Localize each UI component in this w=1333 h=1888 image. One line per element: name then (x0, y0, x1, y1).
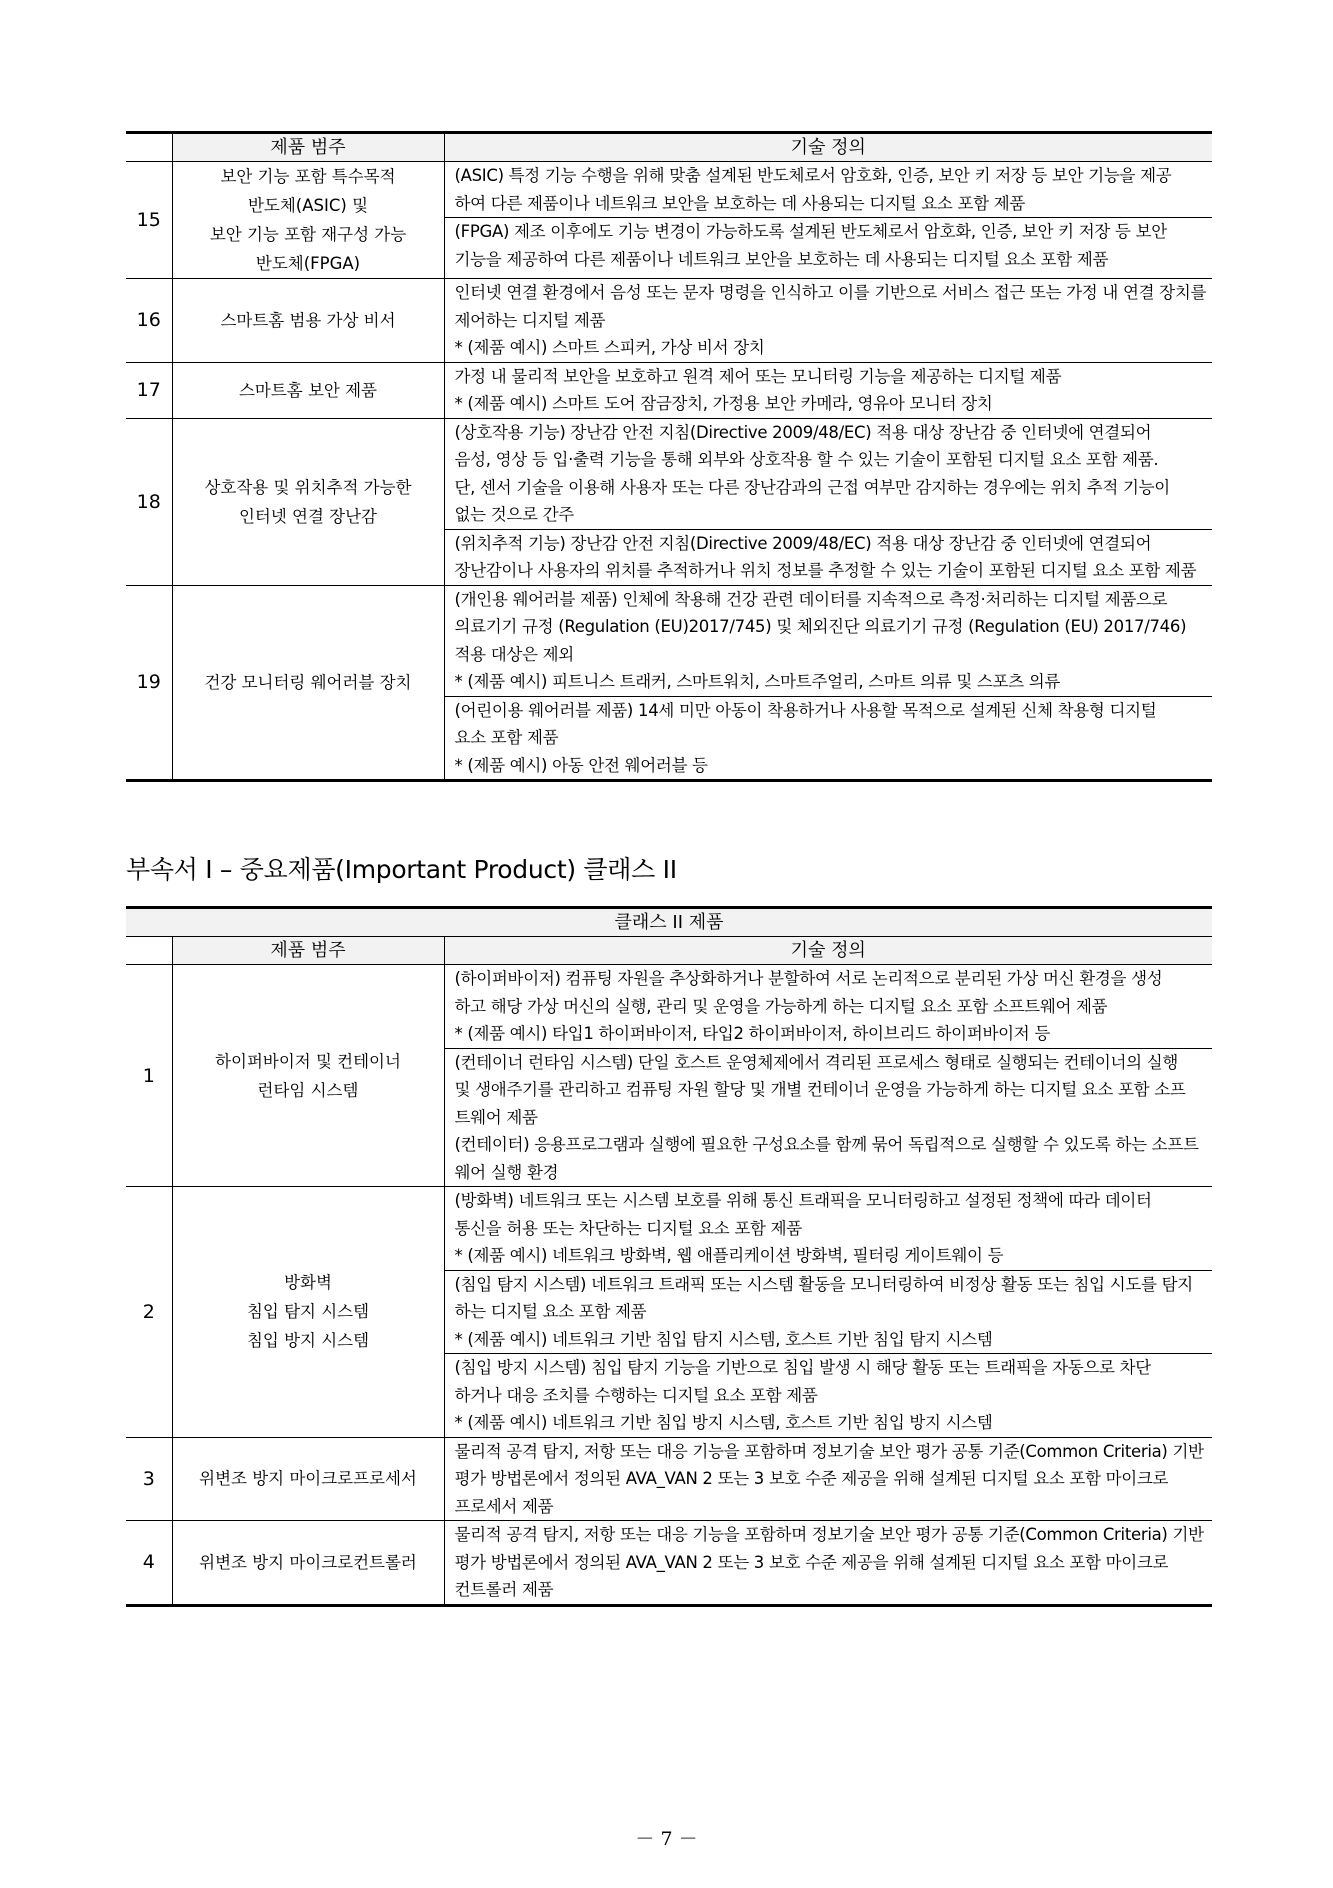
table-body (126, 965, 1212, 1606)
definition-line: 및 생애주기를 관리하고 컴퓨팅 자원 할당 및 개별 컨테이너 운영을 가능하게 하는 디지털 요소 포함 소프 (454, 1080, 1186, 1099)
class-header-row (126, 908, 1212, 937)
definition-block (445, 1521, 1213, 1604)
definition-line: * (제품 예시) 네트워크 기반 침입 탐지 시스템, 호스트 기반 침입 탐지 시스템 (454, 1329, 993, 1349)
definition-line: 제어하는 디지털 제품 (454, 310, 606, 330)
row-number: 19 (126, 585, 172, 781)
table-header-row (126, 937, 1212, 965)
definition-line: * (제품 예시) 타입1 하이퍼바이저, 타입2 하이퍼바이저, 하이브리드 하이퍼바이저 등 (454, 1024, 1050, 1043)
category-line: 보안 기능 포함 재구성 가능 (209, 225, 407, 244)
row-number: 18 (126, 418, 172, 585)
definition-block (445, 217, 1213, 273)
definition-line: 하거나 대응 조치를 수행하는 디지털 요소 포함 제품 (454, 1385, 818, 1405)
table-row (126, 279, 1212, 363)
products-table-class2 (126, 906, 1212, 1607)
definition-block (445, 162, 1213, 217)
definition-line: 단, 센서 기술을 이용해 사용자 또는 다른 장난감과의 근접 여부만 감지하는 경우에는 위치 추적 기능이 (454, 477, 1170, 497)
product-category (172, 965, 444, 1187)
category-line: 인터넷 연결 장난감 (238, 506, 377, 526)
product-category (172, 585, 444, 781)
definition-block (445, 586, 1213, 696)
row-number: 15 (126, 162, 172, 279)
definition-line: 물리적 공격 탐지, 저항 또는 대응 기능을 포함하며 정보기술 보안 평가 공통 기준(Common Criteria) 기반 (454, 1441, 1204, 1461)
definition-line: 평가 방법론에서 정의된 AVA_VAN 2 또는 3 보호 수준 제공을 위해 설계된 디지털 요소 포함 마이크로 (454, 1552, 1169, 1572)
category-line: 하이퍼바이저 및 컨테이너 (215, 1051, 401, 1071)
technical-definition (444, 1521, 1212, 1606)
definition-line: 통신을 허용 또는 차단하는 디지털 요소 포함 제품 (454, 1218, 802, 1238)
category-line: 런타임 시스템 (257, 1080, 359, 1100)
category-line: 건강 모니터링 웨어러블 장치 (204, 672, 412, 692)
product-category (172, 1437, 444, 1521)
category-line: 스마트홈 보안 제품 (238, 380, 377, 400)
table-row (126, 418, 1212, 585)
definition-line: * (제품 예시) 네트워크 방화벽, 웹 애플리케이션 방화벽, 필터링 게이트웨이 등 (454, 1246, 1004, 1265)
table-row (126, 1187, 1212, 1438)
product-category (172, 418, 444, 585)
category-line: 반도체(FPGA) (255, 254, 361, 273)
technical-definition (444, 362, 1212, 418)
definition-line: (방화벽) 네트워크 또는 시스템 보호를 위해 통신 트래픽을 모니터링하고 설정된 정책에 따라 데이터 (454, 1191, 1152, 1210)
definition-column-header: 기술 정의 (444, 937, 1212, 965)
definition-line: (FPGA) 제조 이후에도 기능 변경이 가능하도록 설계된 반도체로서 암호화, 인증, 보안 키 저장 등 보안 (454, 222, 1167, 241)
row-number: 2 (126, 1187, 172, 1438)
section-title: 부속서 I – 중요제품(Important Product) 클래스 II (126, 855, 677, 884)
technical-definition (444, 1437, 1212, 1521)
definition-block (445, 965, 1213, 1048)
row-number: 1 (126, 965, 172, 1187)
table-row (126, 1521, 1212, 1606)
technical-definition (444, 279, 1212, 363)
table-header-row (126, 133, 1212, 162)
row-number: 17 (126, 362, 172, 418)
number-column-header (126, 133, 172, 162)
definition-column-header: 기술 정의 (444, 133, 1212, 162)
product-category (172, 279, 444, 363)
definition-block (445, 1187, 1213, 1270)
table-row (126, 965, 1212, 1187)
definition-line: (침입 탐지 시스템) 네트워크 트래픽 또는 시스템 활동을 모니터링하여 비정상 활동 또는 침입 시도를 탐지 (454, 1274, 1193, 1294)
definition-line: 의료기기 규정 (Regulation (EU)2017/745) 및 체외진단 의료기기 규정 (Regulation (EU) 2017/746) (454, 617, 1187, 636)
table-row (126, 1437, 1212, 1521)
category-column-header: 제품 범주 (172, 937, 444, 965)
definition-line: 인터넷 연결 환경에서 음성 또는 문자 명령을 인식하고 이를 기반으로 서비스 접근 또는 가정 내 연결 장치를 (454, 283, 1207, 302)
definition-line: (컨테이터) 응용프로그램과 실행에 필요한 구성요소를 함께 묶어 독립적으로 실행할 수 있도록 하는 소프트 (454, 1135, 1199, 1154)
definition-line: 트웨어 제품 (454, 1107, 538, 1127)
definition-line: * (제품 예시) 피트니스 트래커, 스마트워치, 스마트주얼리, 스마트 의류 및 스포츠 의류 (454, 672, 1061, 691)
definition-block (445, 1353, 1213, 1437)
category-column-header: 제품 범주 (172, 133, 444, 162)
definition-line: 음성, 영상 등 입·출력 기능을 통해 외부와 상호작용 할 수 있는 기술이 포함된 디지털 요소 포함 제품. (454, 450, 1159, 469)
definition-line: (침입 방지 시스템) 침입 탐지 기능을 기반으로 침입 발생 시 해당 활동 또는 트래픽을 자동으로 차단 (454, 1358, 1151, 1377)
table-body (126, 162, 1212, 781)
category-line: 반도체(ASIC) 및 (247, 196, 369, 215)
definition-block (445, 1438, 1213, 1521)
definition-line: 하여 다른 제품이나 네트워크 보안을 보호하는 데 사용되는 디지털 요소 포함 제품 (454, 193, 1025, 213)
product-category (172, 162, 444, 279)
definition-line: 적용 대상은 제외 (454, 644, 574, 664)
definition-line: 기능을 제공하여 다른 제품이나 네트워크 보안을 보호하는 데 사용되는 디지털 요소 포함 제품 (454, 249, 1109, 269)
definition-line: 프로세서 제품 (454, 1496, 554, 1516)
category-line: 상호작용 및 위치추적 가능한 (204, 477, 412, 497)
category-line: 보안 기능 포함 특수목적 (220, 167, 396, 186)
definition-line: 평가 방법론에서 정의된 AVA_VAN 2 또는 3 보호 수준 제공을 위해 설계된 디지털 요소 포함 마이크로 (454, 1469, 1169, 1488)
definition-line: * (제품 예시) 스마트 도어 잠금장치, 가정용 보안 카메라, 영유아 모니터 장치 (454, 394, 993, 413)
definition-line: (하이퍼바이저) 컴퓨팅 자원을 추상화하거나 분할하여 서로 논리적으로 분리된 가상 머신 환경을 생성 (454, 969, 1163, 988)
definition-block (445, 696, 1213, 780)
technical-definition (444, 162, 1212, 279)
definition-line: * (제품 예시) 스마트 스피커, 가상 비서 장치 (454, 338, 765, 357)
category-line: 스마트홈 범용 가상 비서 (220, 310, 396, 330)
definition-block (445, 1270, 1213, 1354)
definition-block (445, 279, 1213, 362)
definition-line: (ASIC) 특정 기능 수행을 위해 맞춤 설계된 반도체로서 암호화, 인증, 보안 키 저장 등 보안 기능을 제공 (454, 166, 1172, 185)
category-line: 침입 방지 시스템 (246, 1331, 370, 1351)
category-line: 위변조 방지 마이크로프로세서 (199, 1469, 417, 1489)
definition-line: 장난감이나 사용자의 위치를 추적하거나 위치 정보를 추정할 수 있는 기술이 포함된 디지털 요소 포함 제품 (454, 561, 1197, 580)
row-number: 16 (126, 279, 172, 363)
definition-line: 물리적 공격 탐지, 저항 또는 대응 기능을 포함하며 정보기술 보안 평가 공통 기준(Common Criteria) 기반 (454, 1525, 1204, 1544)
definition-line: * (제품 예시) 아동 안전 웨어러블 등 (454, 755, 708, 775)
technical-definition (444, 965, 1212, 1187)
definition-line: 요소 포함 제품 (454, 728, 559, 747)
category-line: 위변조 방지 마이크로컨트롤러 (199, 1552, 417, 1572)
definition-line: (어린이용 웨어러블 제품) 14세 미만 아동이 착용하거나 사용할 목적으로 설계된 신체 착용형 디지털 (454, 700, 1157, 720)
products-table-part1 (126, 131, 1212, 782)
table-row (126, 362, 1212, 418)
definition-line: 가정 내 물리적 보안을 보호하고 원격 제어 또는 모니터링 기능을 제공하는 디지털 제품 (454, 366, 1062, 386)
product-category (172, 1521, 444, 1606)
definition-line: 컨트롤러 제품 (454, 1580, 554, 1599)
row-number: 4 (126, 1521, 172, 1606)
definition-line: 하는 디지털 요소 포함 제품 (454, 1302, 647, 1321)
class-header: 클래스 II 제품 (126, 908, 1212, 937)
definition-block (445, 419, 1213, 529)
definition-block (445, 1048, 1213, 1187)
definition-line: (컨테이너 런타임 시스템) 단일 호스트 운영체제에서 격리된 프로세스 형태로 실행되는 컨테이너의 실행 (454, 1052, 1179, 1072)
table-row (126, 585, 1212, 781)
technical-definition (444, 1187, 1212, 1438)
technical-definition (444, 418, 1212, 585)
table-row (126, 162, 1212, 279)
definition-line: 없는 것으로 간주 (454, 505, 574, 524)
category-line: 침입 탐지 시스템 (246, 1302, 370, 1322)
definition-line: (위치추적 기능) 장난감 안전 지침(Directive 2009/48/EC) 적용 대상 장난감 중 인터넷에 연결되어 (454, 533, 1152, 553)
category-line: 방화벽 (284, 1273, 332, 1293)
product-category (172, 362, 444, 418)
definition-block (445, 529, 1213, 585)
definition-line: (개인용 웨어러블 제품) 인체에 착용해 건강 관련 데이터를 지속적으로 측정·처리하는 디지털 제품으로 (454, 589, 1168, 609)
definition-block (445, 363, 1213, 418)
number-column-header (126, 937, 172, 965)
definition-line: (상호작용 기능) 장난감 안전 지침(Directive 2009/48/EC) 적용 대상 장난감 중 인터넷에 연결되어 (454, 422, 1152, 442)
page-number: － 7 － (635, 1828, 698, 1850)
product-category (172, 1187, 444, 1438)
row-number: 3 (126, 1437, 172, 1521)
definition-line: 웨어 실행 환경 (454, 1162, 559, 1182)
definition-line: 하고 해당 가상 머신의 실행, 관리 및 운영을 가능하게 하는 디지털 요소 포함 소프트웨어 제품 (454, 996, 1108, 1016)
technical-definition (444, 585, 1212, 781)
definition-line: * (제품 예시) 네트워크 기반 침입 방지 시스템, 호스트 기반 침입 방지 시스템 (454, 1413, 993, 1432)
